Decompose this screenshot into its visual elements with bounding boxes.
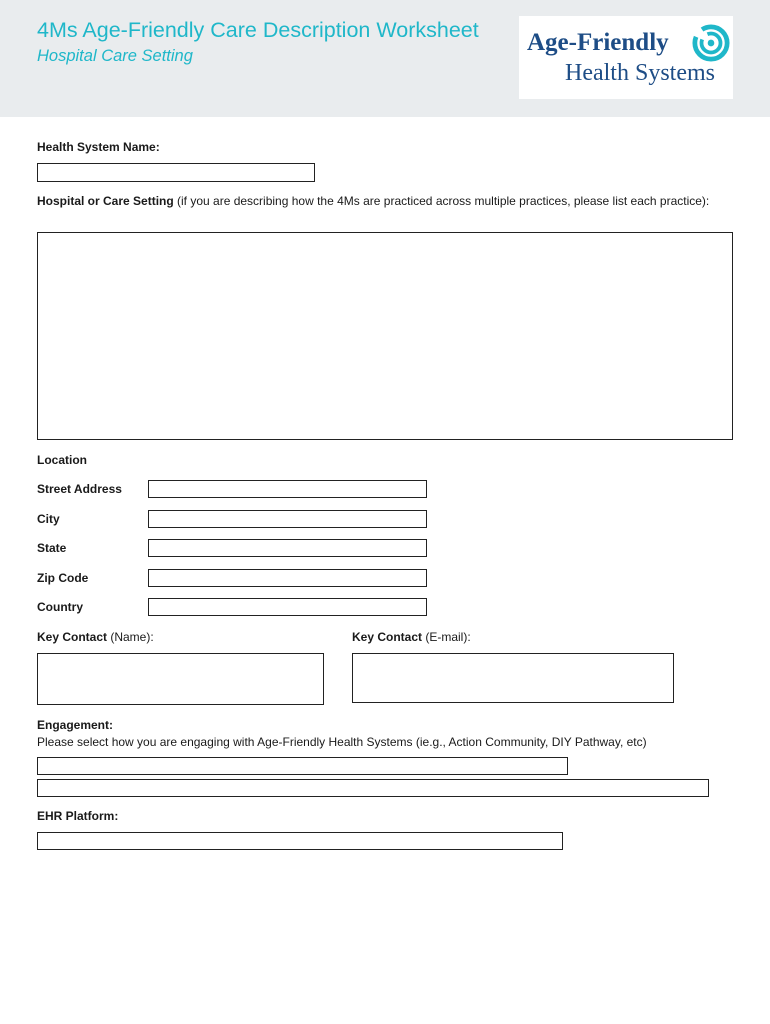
key-contact-email-label: Key Contact (E-mail): bbox=[352, 630, 471, 644]
key-contact-email-input[interactable] bbox=[352, 653, 674, 703]
zip-code-input[interactable] bbox=[148, 569, 427, 587]
logo bbox=[519, 16, 733, 99]
logo-text-line2: Health Systems bbox=[565, 60, 715, 86]
hospital-setting-label: Hospital or Care Setting (if you are describing how the 4Ms are practiced across multiple practices, please list each practice): bbox=[37, 194, 710, 208]
state-label: State bbox=[37, 541, 67, 555]
ehr-platform-label: EHR Platform: bbox=[37, 809, 119, 823]
country-label: Country bbox=[37, 600, 83, 614]
engagement-instructions: Please select how you are engaging with Age-Friendly Health Systems (ie.g., Action Community, DIY Pathway, etc) bbox=[37, 735, 647, 749]
engagement-heading: Engagement: bbox=[37, 718, 114, 732]
health-system-label: Health System Name: bbox=[37, 140, 160, 154]
swirl-logo-icon bbox=[692, 24, 730, 62]
health-system-input[interactable] bbox=[37, 163, 315, 182]
key-contact-name-label: Key Contact (Name): bbox=[37, 630, 154, 644]
page-subtitle: Hospital Care Setting bbox=[37, 47, 193, 65]
street-address-label: Street Address bbox=[37, 482, 122, 496]
city-label: City bbox=[37, 512, 60, 526]
logo-text-line1: Age-Friendly bbox=[527, 29, 669, 56]
key-contact-name-input[interactable] bbox=[37, 653, 324, 705]
state-input[interactable] bbox=[148, 539, 427, 557]
zip-code-label: Zip Code bbox=[37, 571, 89, 585]
hospital-setting-textarea[interactable] bbox=[37, 232, 733, 440]
location-heading: Location bbox=[37, 453, 87, 467]
street-address-input[interactable] bbox=[148, 480, 427, 498]
country-input[interactable] bbox=[148, 598, 427, 616]
header-band bbox=[0, 0, 770, 117]
page-title: 4Ms Age-Friendly Care Description Worksheet bbox=[37, 18, 479, 42]
ehr-platform-input[interactable] bbox=[37, 832, 563, 850]
city-input[interactable] bbox=[148, 510, 427, 528]
engagement-other-input[interactable] bbox=[37, 779, 709, 797]
engagement-select[interactable] bbox=[37, 757, 568, 775]
